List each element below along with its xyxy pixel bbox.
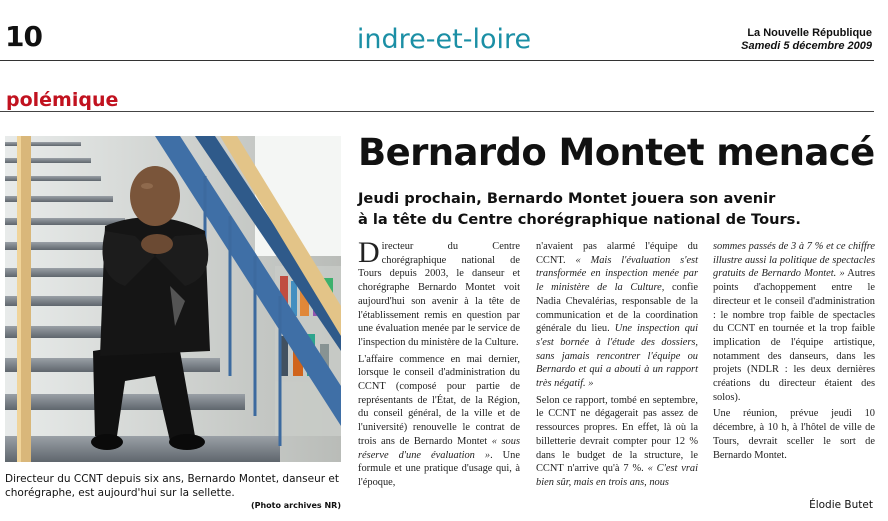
- paragraph-text: L'affaire commence en mai dernier, lorsque le conseil d'administration du CCNT (composé pour partie de représentants de l'État, de la Région, du conseil général, de la ville et de l'université) renouvelle le contrat de trois ans de Bernardo Montet: [358, 353, 520, 447]
- article-column-3: [713, 240, 875, 465]
- header-rule: [0, 60, 874, 61]
- photo-caption: Directeur du CCNT depuis six ans, Bernardo Montet, danseur et chorégraphe, est aujourd'hui sur la sellette.: [5, 473, 340, 499]
- article-standfirst: [358, 188, 878, 230]
- paragraph: [536, 240, 698, 391]
- author-signature: Élodie Butet: [809, 499, 873, 511]
- dropcap: D: [358, 236, 380, 269]
- photo-credit: (Photo archives NR): [250, 501, 341, 510]
- paragraph-text: Selon ce rapport, tombé en septembre, le CCNT ne dégagerait pas assez de ressources propres. En effet, là où la billetterie devrait compter pour 12 % dans le budget de la structure, le CCNT n'arrive qu'à 7 %.: [536, 394, 698, 475]
- paragraph-text: Une réunion, prévue jeudi 10 décembre, à 10 h, à l'hôtel de ville de Tours, devrait sceller le sort de Bernardo Montet.: [713, 408, 875, 461]
- rubric-rule: [0, 111, 874, 112]
- paragraph: [713, 240, 875, 404]
- article-photo: [5, 136, 341, 462]
- photo-illustration: [5, 136, 341, 462]
- paragraph-text: . Une formule et une pratique d'usage qui, à l'époque,: [358, 449, 520, 488]
- masthead: [741, 27, 872, 53]
- newspaper-name: La Nouvelle République: [747, 27, 872, 39]
- standfirst-line-1: Jeudi prochain, Bernardo Montet jouera son avenir: [358, 190, 776, 207]
- standfirst-line-2: à la tête du Centre chorégraphique national de Tours.: [358, 211, 801, 228]
- rubric-label: polémique: [6, 89, 119, 111]
- quote: « sous réserve d'une évaluation »: [358, 435, 520, 461]
- paragraph: [358, 353, 520, 490]
- quote: « Mais l'évaluation s'est transformée en inspection menée par le ministère de la Culture,: [536, 254, 698, 294]
- article-column-2: [536, 240, 698, 493]
- quote: Une inspection qui s'est bornée à l'étude des dossiers, sans jamais rencontrer l'équipe ou Bernardo et qui a abouti à un rapport très négatif. »: [536, 323, 698, 390]
- paragraph: [358, 236, 520, 350]
- paragraph-text: n'avaient pas alarmé l'équipe du CCNT.: [536, 241, 698, 266]
- paragraph-text: irecteur du Centre chorégraphique national de Tours depuis 2003, le danseur et chorégraphe Bernardo Montet voit aujourd'hui son avenir à la tête de l'établissement remis en question par une évaluation menée par le service de l'inspection du ministère de la Culture.: [358, 241, 520, 348]
- paragraph-text: confie Nadia Chevalérias, responsable de la communication et de la coordination générale du lieu.: [536, 282, 698, 335]
- page-number: 10: [5, 20, 42, 53]
- article-headline: Bernardo Montet menacé: [358, 131, 875, 174]
- paragraph: [536, 394, 698, 490]
- quote: sommes passés de 3 à 7 % et ce chiffre illustre aussi la politique de spectacles gratuits de Bernardo Montet. »: [713, 241, 875, 280]
- paragraph-text: Autres points d'achoppement entre le directeur et le conseil d'administration : le nombre trop faible de spectacles du CCNT en tournée et la trop faible implication de l'équipe artistique, notamment des danseurs, dans les projets (NDLR : les deux dernières créations du directeur étaient des solos).: [713, 268, 875, 403]
- issue-date: Samedi 5 décembre 2009: [741, 40, 872, 52]
- quote: « C'est vrai bien sûr, mais en trois ans, nous: [536, 463, 698, 488]
- section-title: indre-et-loire: [356, 24, 532, 55]
- paragraph: [713, 407, 875, 462]
- article-column-1: [358, 236, 520, 493]
